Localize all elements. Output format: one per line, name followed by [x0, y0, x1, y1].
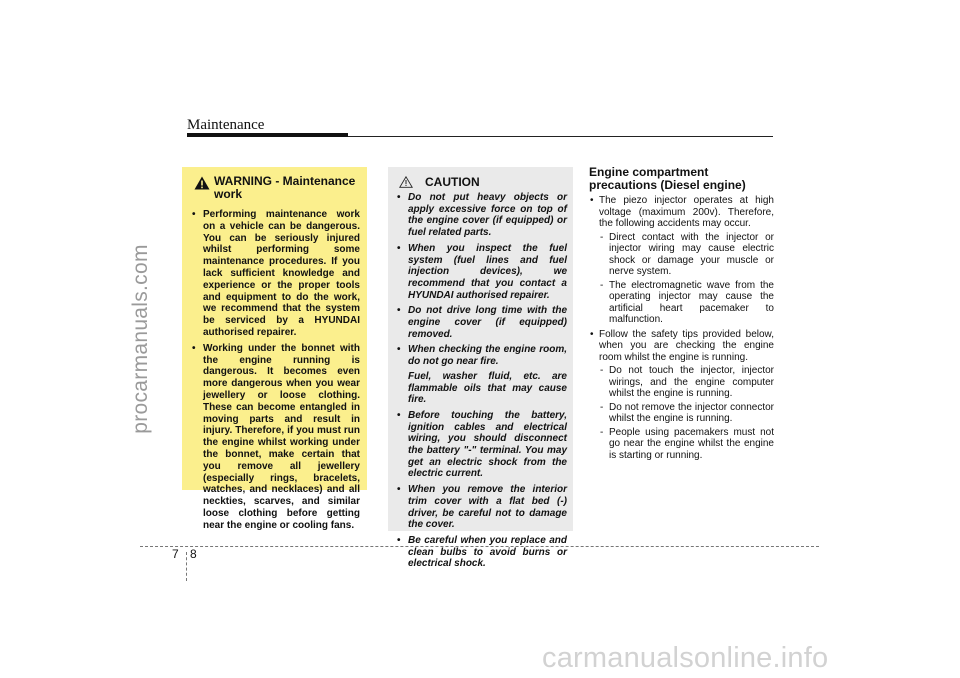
caution-header: [396, 175, 567, 189]
caution-item: • When you remove the interior trim cover with a flat bed (-) driver, be careful not to damage the cover.: [396, 484, 567, 531]
precaution-item: • The piezo injector operates at high voltage (maximum 200v). Therefore, the following accidents may occur. - Direct contact with the injector or injector wiring may cause electric shock or damage your muscle or nerve system. - The electromagnetic wave from the operating injector may cause the artificial heart pacemaker to malfunction.: [589, 195, 774, 326]
warning-label: WARNING -: [214, 174, 283, 188]
caution-item: • When checking the engine room, do not go near fire. Fuel, washer fluid, etc. are flammable oils that may cause fire.: [396, 344, 567, 406]
warning-subject: Maintenance work: [214, 174, 356, 201]
precaution-subitem: - The electromagnetic wave from the operating injector may cause the artificial heart pacemaker to malfunction.: [599, 280, 774, 326]
engine-precautions-section: [589, 166, 774, 464]
caution-box: [388, 167, 573, 570]
section-title: Maintenance: [187, 117, 265, 133]
footer-page-divider: [186, 552, 187, 581]
side-watermark: procarmanuals.com: [129, 244, 152, 434]
caution-item: • When you inspect the fuel system (fuel lines and fuel injection devices), we recommend that you contact a HYUNDAI authorised repairer.: [396, 243, 567, 302]
warning-header: [191, 175, 360, 201]
warning-list: [191, 209, 360, 532]
footer-divider: [140, 546, 819, 547]
header-rule-bar: [187, 133, 348, 137]
precaution-item: • Follow the safety tips provided below, when you are checking the engine room whilst the engine is running. - Do not touch the injector, injector wirings, and the engine computer whilst the engine is running. - Do not remove the injector connector whilst the engine is running. - People using pacemakers must not go near the engine whilst the engine is starting or running.: [589, 329, 774, 462]
caution-item: • Do not put heavy objects or apply excessive force on top of the engine cover (if equipped) or fuel related parts.: [396, 192, 567, 239]
precaution-sublist: [599, 232, 774, 326]
engine-precautions-heading: Engine compartment precautions (Diesel engine): [589, 165, 746, 192]
caution-item-note: Fuel, washer fluid, etc. are flammable oils that may cause fire.: [408, 370, 567, 406]
precaution-subitem: - Direct contact with the injector or injector wiring may cause electric shock or damage your muscle or nerve system.: [599, 232, 774, 278]
caution-item: • Be careful when you replace and clean bulbs to avoid burns or electrical shock.: [396, 535, 567, 570]
caution-title: CAUTION: [425, 175, 480, 189]
chapter-number: 7: [172, 547, 179, 561]
engine-precautions-list: [589, 195, 774, 461]
warning-box: [182, 167, 367, 531]
precaution-subitem: - People using pacemakers must not go near the engine whilst the engine is starting or running.: [599, 427, 774, 462]
caution-item: • Before touching the battery, ignition cables and electrical wiring, you should disconnect the battery "-" terminal. You may get an electric shock from the electric current.: [396, 410, 567, 480]
precaution-subitem: - Do not remove the injector connector whilst the engine is running.: [599, 402, 774, 425]
page-number: 8: [190, 547, 197, 561]
precaution-subitem: - Do not touch the injector, injector wirings, and the engine computer whilst the engine is running.: [599, 365, 774, 400]
warning-item: • Performing maintenance work on a vehicle can be dangerous. You can be seriously injured whilst performing some maintenance procedures. If you lack sufficient knowledge and experience or the proper tools and equipment to do the work, we recommend that the system be serviced by a HYUNDAI authorised repairer.: [191, 209, 360, 339]
caution-item: • Do not drive long time with the engine cover (if equipped) removed.: [396, 305, 567, 340]
warning-title: [214, 175, 360, 201]
bottom-watermark: carmanualsonline.info: [542, 642, 829, 674]
precaution-sublist: [599, 365, 774, 461]
warning-triangle-icon: [194, 176, 210, 190]
warning-item: • Working under the bonnet with the engine running is dangerous. It becomes even more dangerous when you wear jewellery or loose clothing. These can become entangled in moving parts and result in injury. Therefore, if you must run the engine whilst working under the bonnet, make certain that you remove all jewellery (especially rings, bracelets, watches, and necklaces) and all neckties, scarves, and similar loose clothing before getting near the engine or cooling fans.: [191, 343, 360, 532]
caution-list: [396, 192, 567, 570]
caution-triangle-icon: [399, 176, 413, 188]
